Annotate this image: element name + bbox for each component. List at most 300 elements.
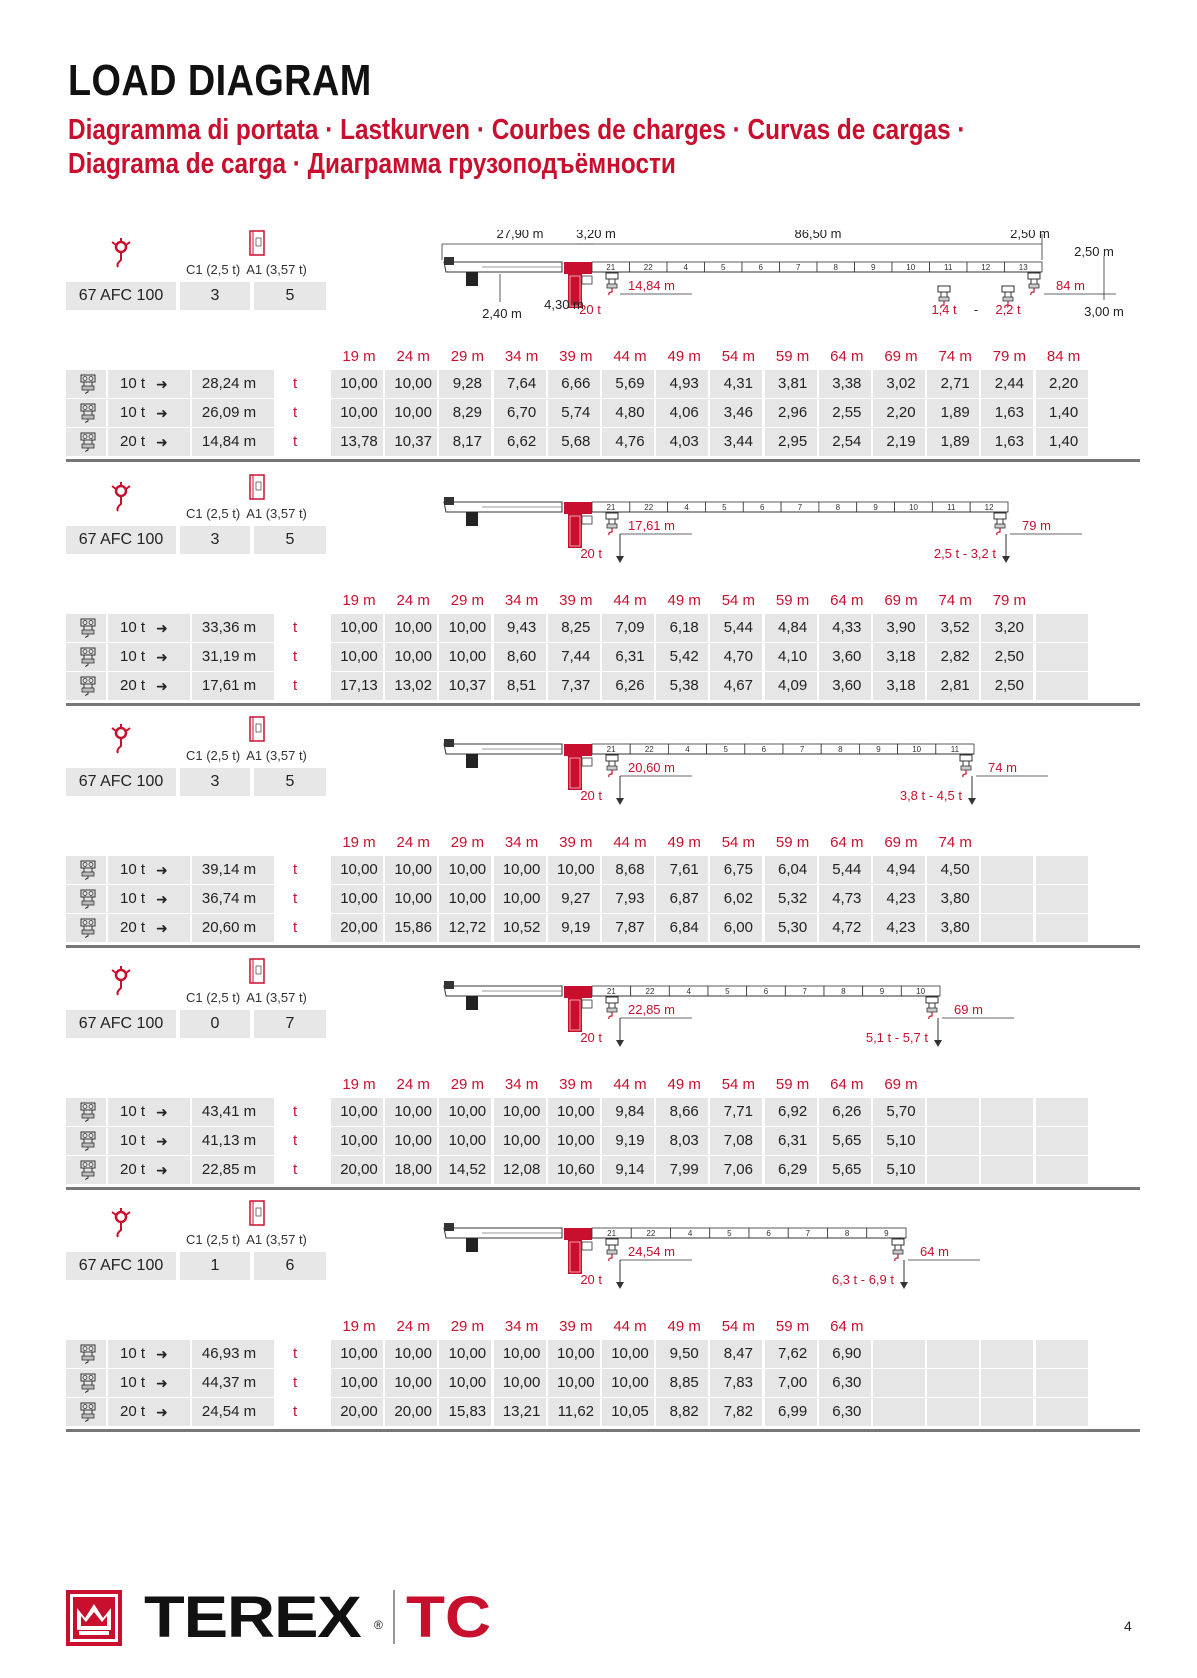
load-value: 3,18 bbox=[886, 648, 916, 665]
jib-section-label: 9 bbox=[884, 1229, 889, 1238]
load-value: 15,83 bbox=[448, 1403, 487, 1420]
load-value: 3,90 bbox=[886, 619, 916, 636]
load-value: 10,00 bbox=[448, 861, 487, 878]
radius-label: 49 m bbox=[667, 348, 701, 365]
radius-label: 34 m bbox=[504, 834, 539, 851]
jib-section-label: 8 bbox=[833, 263, 838, 272]
radius-label: 64 m bbox=[830, 1318, 864, 1335]
a1-label: A1 (3,57 t) bbox=[246, 1232, 307, 1247]
load-value: 8,60 bbox=[506, 648, 537, 665]
arrow-icon: ➜ bbox=[156, 920, 168, 936]
load-value: 4,23 bbox=[886, 890, 916, 907]
jib-section-label: 7 bbox=[802, 987, 807, 996]
load-value: 6,31 bbox=[615, 648, 645, 665]
capacity-rows bbox=[66, 856, 1140, 943]
load-value: 10,00 bbox=[340, 890, 378, 907]
jib-section-label: 12 bbox=[984, 503, 994, 512]
hook-block-icon bbox=[78, 647, 98, 667]
load-value: 6,92 bbox=[777, 1103, 808, 1120]
load-value: 3,46 bbox=[723, 404, 753, 421]
radius-label: 74 m bbox=[938, 834, 972, 851]
max-reach: 43,41 m bbox=[201, 1103, 257, 1120]
configuration-row bbox=[66, 1010, 326, 1038]
terex-wordmark: TEREX bbox=[144, 1585, 361, 1650]
load-value: 8,47 bbox=[723, 1345, 753, 1362]
arrow-icon: ➜ bbox=[156, 678, 168, 694]
load-value: 6,70 bbox=[506, 404, 537, 421]
c1-label: C1 (2,5 t) bbox=[186, 990, 241, 1005]
load-value: 6,29 bbox=[777, 1161, 808, 1178]
jib-section-label: 6 bbox=[766, 1229, 771, 1238]
jib-section-label: 5 bbox=[721, 263, 726, 272]
arrow-icon: ➜ bbox=[156, 1375, 168, 1391]
load-value: 18,00 bbox=[394, 1161, 432, 1178]
unit-label: t bbox=[293, 1161, 298, 1178]
hook-block-icon bbox=[78, 889, 98, 909]
jib-section-label: 9 bbox=[876, 745, 881, 754]
load-value: 1,63 bbox=[994, 433, 1024, 450]
load-value: 10,00 bbox=[502, 1103, 541, 1120]
jib-section-label: 4 bbox=[685, 745, 690, 754]
crane-model: 67 AFC 100 bbox=[66, 282, 176, 310]
trolley-reach-label: 14,84 m bbox=[628, 278, 675, 293]
capacity-label: 10 t bbox=[120, 890, 146, 907]
load-value: 3,02 bbox=[886, 375, 916, 392]
jib-section-label: 6 bbox=[761, 745, 767, 754]
radius-label: 39 m bbox=[559, 348, 593, 365]
load-value: 10,00 bbox=[340, 1103, 378, 1120]
jib-section-label: 5 bbox=[723, 745, 728, 754]
trolley-hook-icon bbox=[606, 997, 618, 1019]
load-value: 4,80 bbox=[615, 404, 645, 421]
load-value: 10,00 bbox=[557, 1374, 595, 1391]
tip-load-label: 3,8 t - 4,5 t bbox=[899, 788, 962, 803]
load-value: 10,00 bbox=[394, 890, 432, 907]
jib-section-label: 7 bbox=[805, 1229, 811, 1238]
tip-load-min: 1,4 t bbox=[931, 302, 957, 317]
arrow-icon: ➜ bbox=[156, 1104, 168, 1120]
radius-label: 59 m bbox=[775, 1318, 810, 1335]
page-subtitle-line-2: Diagrama de carga · Диаграмма грузоподъёмности bbox=[68, 148, 676, 180]
load-value: 5,65 bbox=[832, 1132, 862, 1149]
counterweight-block bbox=[466, 754, 478, 768]
load-value: 10,60 bbox=[557, 1161, 595, 1178]
a1-label: A1 (3,57 t) bbox=[246, 990, 307, 1005]
hook-block-icon bbox=[78, 618, 98, 638]
radius-label: 24 m bbox=[396, 592, 430, 609]
counterweight-labels bbox=[186, 748, 313, 763]
crane-model: 67 AFC 100 bbox=[66, 1010, 176, 1038]
load-value: 10,00 bbox=[340, 1374, 378, 1391]
load-value: 10,00 bbox=[448, 1345, 487, 1362]
capacity-label: 10 t bbox=[120, 1103, 146, 1120]
crane-model: 67 AFC 100 bbox=[66, 526, 176, 554]
unit-label: t bbox=[293, 919, 298, 936]
radius-label: 24 m bbox=[396, 1318, 430, 1335]
load-value: 7,09 bbox=[615, 619, 645, 636]
unit-label: t bbox=[293, 677, 298, 694]
jib-section-label: 21 bbox=[606, 745, 616, 754]
c1-label: C1 (2,5 t) bbox=[186, 262, 241, 277]
table-divider bbox=[66, 1187, 1140, 1190]
dim-tip-height: 2,50 m bbox=[1074, 244, 1114, 259]
load-value: 9,19 bbox=[615, 1132, 645, 1149]
load-value: 7,82 bbox=[723, 1403, 753, 1420]
load-value: 10,00 bbox=[448, 619, 487, 636]
load-value: 5,42 bbox=[669, 648, 699, 665]
jib-section-label: 7 bbox=[799, 745, 805, 754]
radius-label: 39 m bbox=[559, 1318, 593, 1335]
table-divider bbox=[66, 703, 1140, 706]
dim-foot-height: 4,30 m bbox=[544, 297, 584, 312]
trolley-reach-label: 22,85 m bbox=[628, 1002, 675, 1017]
jib-section-label: 11 bbox=[950, 745, 960, 754]
arrow-icon: ➜ bbox=[156, 1162, 168, 1178]
trolley-load-label: 20 t bbox=[580, 546, 602, 561]
load-value: 10,00 bbox=[340, 861, 378, 878]
load-value: 20,00 bbox=[394, 1403, 432, 1420]
radius-label: 24 m bbox=[396, 348, 430, 365]
load-table-block bbox=[66, 958, 1140, 1203]
arrow-icon: ➜ bbox=[156, 862, 168, 878]
table-divider bbox=[66, 945, 1140, 948]
load-value: 4,33 bbox=[832, 619, 862, 636]
table-row bbox=[66, 1127, 1140, 1156]
radius-label: 49 m bbox=[667, 592, 701, 609]
load-value: 10,00 bbox=[340, 619, 378, 636]
radius-label: 69 m bbox=[884, 1076, 918, 1093]
load-value: 7,61 bbox=[669, 861, 699, 878]
jib-foot-section bbox=[564, 1228, 592, 1240]
tip-load-label: 2,5 t - 3,2 t bbox=[933, 546, 996, 561]
load-value: 1,89 bbox=[940, 404, 970, 421]
hook-block-icon bbox=[78, 374, 98, 394]
crane-jib-diagram bbox=[408, 474, 1148, 584]
c1-count: 0 bbox=[180, 1010, 250, 1038]
trolley-load-label: 20 t bbox=[580, 1030, 602, 1045]
arrow-icon: ➜ bbox=[156, 434, 168, 450]
jib-section-label: 9 bbox=[873, 503, 878, 512]
load-value: 10,00 bbox=[394, 648, 432, 665]
unit-label: t bbox=[293, 1103, 298, 1120]
jib-section-label: 7 bbox=[797, 503, 803, 512]
load-value: 3,18 bbox=[886, 677, 916, 694]
load-value: 10,00 bbox=[340, 1345, 378, 1362]
load-value: 4,94 bbox=[886, 861, 916, 878]
load-value: 10,37 bbox=[394, 433, 432, 450]
jib-section-label: 9 bbox=[871, 263, 876, 272]
radius-label: 19 m bbox=[342, 1076, 376, 1093]
jib-section-label: 10 bbox=[916, 987, 926, 996]
radius-label: 24 m bbox=[396, 834, 430, 851]
radius-label: 34 m bbox=[504, 592, 539, 609]
load-value: 10,00 bbox=[502, 861, 541, 878]
load-value: 7,00 bbox=[777, 1374, 808, 1391]
tip-load-label: 5,1 t - 5,7 t bbox=[865, 1030, 928, 1045]
max-reach: 24,54 m bbox=[201, 1403, 257, 1420]
trolley-hook-icon bbox=[108, 238, 134, 268]
jib-section-label: 8 bbox=[844, 1229, 850, 1238]
a1-count: 5 bbox=[254, 526, 326, 554]
unit-label: t bbox=[293, 1403, 298, 1420]
counterweight-block bbox=[466, 996, 478, 1010]
page-number: 4 bbox=[1124, 1618, 1132, 1634]
table-row bbox=[66, 370, 1140, 399]
hook-block-icon bbox=[78, 403, 98, 423]
counterweight-block bbox=[466, 272, 478, 286]
tip-load-label: 6,3 t - 6,9 t bbox=[831, 1272, 894, 1287]
capacity-label: 10 t bbox=[120, 648, 146, 665]
load-value: 7,87 bbox=[615, 919, 645, 936]
trolley-hook-icon bbox=[606, 755, 618, 777]
load-table-block bbox=[66, 474, 1140, 719]
load-value: 3,80 bbox=[940, 890, 970, 907]
jib-section-label: 11 bbox=[947, 503, 956, 512]
jib-section-label: 8 bbox=[841, 987, 846, 996]
load-value: 10,00 bbox=[557, 861, 595, 878]
radius-label: 64 m bbox=[830, 834, 864, 851]
load-value: 9,50 bbox=[669, 1345, 699, 1362]
dim-jib: 86,50 m bbox=[794, 230, 842, 241]
counterweight-labels bbox=[186, 1232, 313, 1247]
tip-reach-label: 74 m bbox=[988, 760, 1017, 775]
load-value: 6,87 bbox=[669, 890, 699, 907]
radius-label: 19 m bbox=[342, 592, 376, 609]
load-value: 10,00 bbox=[502, 1374, 541, 1391]
load-value: 4,10 bbox=[777, 648, 808, 665]
logo-divider bbox=[393, 1590, 395, 1644]
load-value: 5,69 bbox=[615, 375, 645, 392]
crane-jib-diagram bbox=[408, 716, 1148, 826]
load-value: 1,63 bbox=[994, 404, 1024, 421]
load-value: 10,52 bbox=[502, 919, 541, 936]
capacity-rows bbox=[66, 1098, 1140, 1185]
load-value: 5,32 bbox=[777, 890, 808, 907]
load-value: 2,96 bbox=[777, 404, 808, 421]
load-value: 7,71 bbox=[723, 1103, 753, 1120]
load-value: 10,00 bbox=[448, 890, 487, 907]
load-value: 9,28 bbox=[452, 375, 482, 392]
load-value: 5,44 bbox=[723, 619, 753, 636]
dim-hook-height: 3,00 m bbox=[1084, 304, 1124, 319]
load-value: 10,00 bbox=[611, 1345, 649, 1362]
unit-label: t bbox=[293, 890, 298, 907]
load-value: 4,23 bbox=[886, 919, 916, 936]
unit-label: t bbox=[293, 648, 298, 665]
load-value: 4,09 bbox=[777, 677, 808, 694]
radius-label: 29 m bbox=[450, 592, 485, 609]
load-table-block bbox=[66, 230, 1140, 475]
radius-label: 64 m bbox=[830, 348, 864, 365]
jib-section-label: 22 bbox=[644, 745, 654, 754]
load-value: 4,93 bbox=[669, 375, 699, 392]
configuration-row bbox=[66, 768, 326, 796]
load-value: 10,00 bbox=[340, 375, 378, 392]
c1-count: 3 bbox=[180, 282, 250, 310]
load-value: 7,44 bbox=[561, 648, 591, 665]
load-value: 10,00 bbox=[448, 1103, 487, 1120]
jib-foot-section bbox=[564, 262, 592, 274]
load-value: 8,03 bbox=[669, 1132, 699, 1149]
jib-section-label: 5 bbox=[727, 1229, 732, 1238]
load-value: 13,02 bbox=[394, 677, 432, 694]
c1-label: C1 (2,5 t) bbox=[186, 1232, 241, 1247]
load-value: 1,89 bbox=[940, 433, 970, 450]
table-row bbox=[66, 672, 1140, 701]
load-value: 6,62 bbox=[506, 433, 537, 450]
load-value: 5,10 bbox=[886, 1161, 916, 1178]
load-value: 3,52 bbox=[940, 619, 970, 636]
max-reach: 28,24 m bbox=[201, 375, 257, 392]
load-value: 10,37 bbox=[448, 677, 487, 694]
load-value: 10,00 bbox=[340, 1132, 378, 1149]
load-value: 8,29 bbox=[452, 404, 482, 421]
radius-label: 19 m bbox=[342, 1318, 376, 1335]
arrow-icon: ➜ bbox=[156, 1404, 168, 1420]
load-value: 17,13 bbox=[340, 677, 378, 694]
table-row bbox=[66, 428, 1140, 457]
load-value: 6,31 bbox=[777, 1132, 808, 1149]
max-reach: 36,74 m bbox=[201, 890, 257, 907]
load-value: 2,81 bbox=[940, 677, 970, 694]
trolley-hook-icon bbox=[108, 482, 134, 512]
a1-label: A1 (3,57 t) bbox=[246, 506, 307, 521]
load-value: 6,90 bbox=[832, 1345, 862, 1362]
radius-label: 44 m bbox=[613, 1318, 647, 1335]
arrow-icon: ➜ bbox=[156, 649, 168, 665]
load-value: 5,68 bbox=[561, 433, 591, 450]
load-value: 6,99 bbox=[777, 1403, 808, 1420]
radius-label: 44 m bbox=[613, 1076, 647, 1093]
counterweight-manual-icon bbox=[248, 958, 266, 986]
jib-section-label: 4 bbox=[686, 987, 691, 996]
jib-section-label: 6 bbox=[758, 263, 763, 272]
load-value: 2,54 bbox=[832, 433, 862, 450]
capacity-label: 10 t bbox=[120, 1345, 146, 1362]
load-value: 1,40 bbox=[1048, 404, 1079, 421]
radius-label: 24 m bbox=[396, 1076, 430, 1093]
load-value: 10,05 bbox=[611, 1403, 649, 1420]
load-value: 10,00 bbox=[394, 375, 432, 392]
counterweight-block bbox=[466, 512, 478, 526]
load-value: 4,67 bbox=[723, 677, 753, 694]
jib-section-label: 21 bbox=[606, 503, 616, 512]
capacity-label: 20 t bbox=[120, 919, 146, 936]
a1-label: A1 (3,57 t) bbox=[246, 748, 307, 763]
radius-label: 44 m bbox=[613, 348, 647, 365]
table-row bbox=[66, 856, 1140, 885]
radius-label: 69 m bbox=[884, 592, 918, 609]
page-subtitle-line-1: Diagramma di portata · Lastkurven · Courbes de charges · Curvas de cargas · bbox=[68, 114, 966, 146]
load-value: 13,78 bbox=[340, 433, 378, 450]
tc-wordmark: TC bbox=[406, 1585, 492, 1650]
crane-jib-diagram bbox=[408, 230, 1148, 340]
counter-jib-machinery bbox=[444, 1223, 454, 1231]
load-value: 6,18 bbox=[669, 619, 699, 636]
load-value: 8,66 bbox=[669, 1103, 699, 1120]
jib-foot-section bbox=[564, 744, 592, 756]
dim-foot: 3,20 m bbox=[576, 230, 616, 241]
unit-label: t bbox=[293, 1345, 298, 1362]
load-value: 5,74 bbox=[561, 404, 591, 421]
dim-counter-height: 2,40 m bbox=[482, 306, 522, 321]
load-value: 2,20 bbox=[886, 404, 916, 421]
tip-reach-label: 69 m bbox=[954, 1002, 983, 1017]
tip-load-separator: - bbox=[973, 302, 979, 317]
table-row bbox=[66, 1369, 1140, 1398]
load-value: 2,20 bbox=[1048, 375, 1079, 392]
load-value: 7,64 bbox=[506, 375, 537, 392]
trolley-hook-icon bbox=[606, 1239, 618, 1261]
load-value: 10,00 bbox=[448, 1374, 487, 1391]
jib-section-label: 8 bbox=[835, 503, 841, 512]
radius-label: 29 m bbox=[450, 1318, 485, 1335]
capacity-label: 20 t bbox=[120, 1403, 146, 1420]
load-value: 10,00 bbox=[394, 619, 432, 636]
a1-label: A1 (3,57 t) bbox=[246, 262, 307, 277]
tip-reach-label: 64 m bbox=[920, 1244, 949, 1259]
load-value: 8,17 bbox=[452, 433, 482, 450]
radius-label: 29 m bbox=[450, 348, 485, 365]
jib-section-label: 21 bbox=[606, 263, 616, 272]
hook-block-icon bbox=[78, 860, 98, 880]
a1-count: 5 bbox=[254, 282, 326, 310]
load-value: 6,02 bbox=[723, 890, 753, 907]
max-reach: 17,61 m bbox=[201, 677, 257, 694]
table-row bbox=[66, 614, 1140, 643]
arrow-icon: ➜ bbox=[156, 376, 168, 392]
load-value: 10,00 bbox=[557, 1345, 595, 1362]
load-value: 8,25 bbox=[561, 619, 591, 636]
load-value: 2,71 bbox=[940, 375, 970, 392]
capacity-label: 10 t bbox=[120, 1374, 146, 1391]
load-value: 11,62 bbox=[557, 1403, 595, 1420]
load-value: 6,66 bbox=[561, 375, 591, 392]
load-value: 3,38 bbox=[832, 375, 862, 392]
load-value: 10,00 bbox=[448, 648, 487, 665]
jib-section-label: 21 bbox=[607, 1229, 617, 1238]
registered-mark: ® bbox=[374, 1618, 383, 1632]
load-value: 3,60 bbox=[832, 648, 862, 665]
unit-label: t bbox=[293, 1374, 298, 1391]
load-value: 5,70 bbox=[886, 1103, 916, 1120]
load-value: 12,08 bbox=[502, 1161, 541, 1178]
page-title: LOAD DIAGRAM bbox=[68, 56, 372, 105]
radius-label: 39 m bbox=[559, 592, 593, 609]
radius-label: 69 m bbox=[884, 834, 918, 851]
load-value: 9,84 bbox=[615, 1103, 645, 1120]
radius-label: 44 m bbox=[613, 592, 647, 609]
tip-hook-icon bbox=[1028, 273, 1040, 295]
arrow-icon: ➜ bbox=[156, 1133, 168, 1149]
radius-label: 74 m bbox=[938, 348, 972, 365]
crane-model: 67 AFC 100 bbox=[66, 1252, 176, 1280]
a1-count: 5 bbox=[254, 768, 326, 796]
load-value: 4,31 bbox=[723, 375, 753, 392]
radius-label: 29 m bbox=[450, 1076, 485, 1093]
max-reach: 31,19 m bbox=[201, 648, 257, 665]
counter-jib-machinery bbox=[444, 257, 454, 265]
counter-jib-machinery bbox=[444, 981, 454, 989]
load-value: 15,86 bbox=[394, 919, 432, 936]
tip-reach-label: 84 m bbox=[1056, 278, 1085, 293]
load-value: 8,82 bbox=[669, 1403, 699, 1420]
counterweight-labels bbox=[186, 990, 313, 1005]
jib-section-label: 4 bbox=[687, 1229, 693, 1238]
radius-label: 29 m bbox=[450, 834, 485, 851]
radius-label: 54 m bbox=[721, 592, 756, 609]
capacity-label: 10 t bbox=[120, 375, 146, 392]
